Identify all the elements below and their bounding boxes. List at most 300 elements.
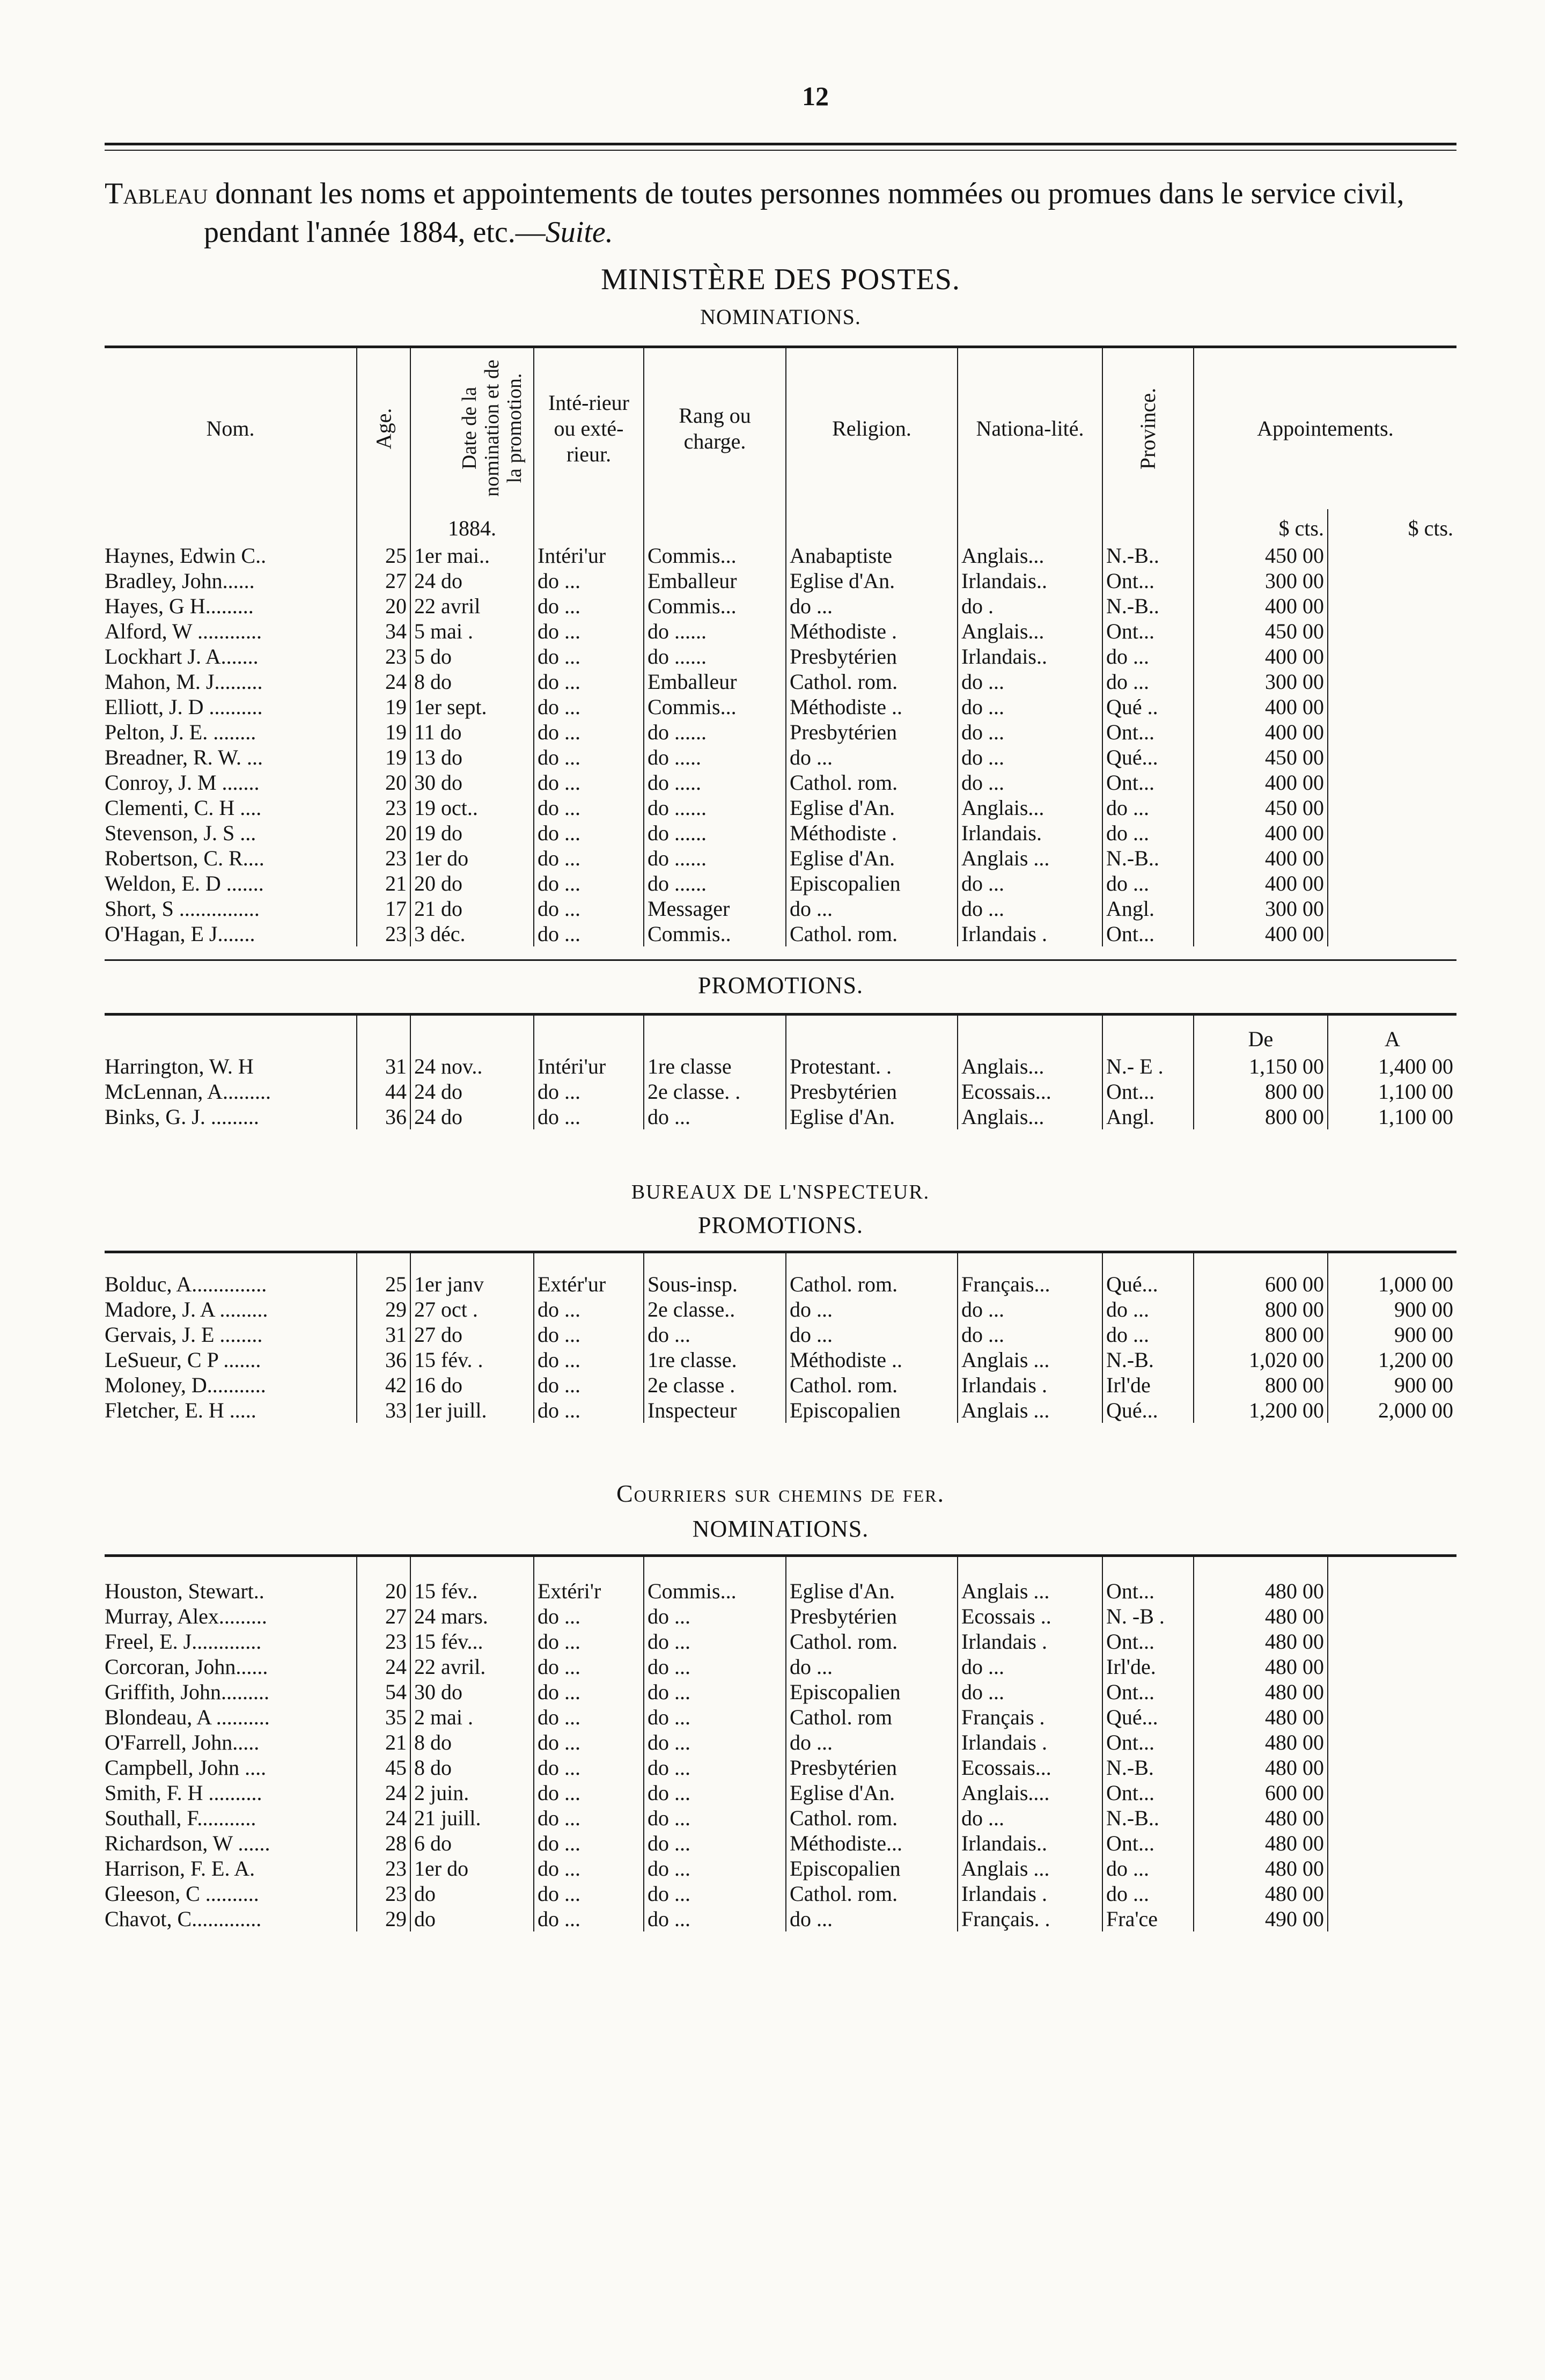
cell-rang: do ... bbox=[644, 1604, 786, 1629]
cell-age: 29 bbox=[357, 1297, 410, 1322]
cell-rang: do ... bbox=[644, 1780, 786, 1805]
cell-nationalite: Anglais... bbox=[958, 619, 1102, 644]
cell-nationalite: Anglais... bbox=[958, 795, 1102, 820]
table-row bbox=[105, 1372, 1456, 1398]
cell-amount-1: 450 00 bbox=[1194, 745, 1328, 770]
table-row bbox=[105, 1079, 1456, 1104]
cell-religion: Cathol. rom. bbox=[786, 1629, 958, 1654]
cell-religion: Eglise d'An. bbox=[786, 1780, 958, 1805]
cell-age: 23 bbox=[357, 1629, 410, 1654]
cell-nationalite: do ... bbox=[958, 770, 1102, 795]
cell-interieur: do ... bbox=[534, 1780, 644, 1805]
cell-religion: Episcopalien bbox=[786, 1398, 958, 1423]
cell-date: do bbox=[410, 1881, 534, 1906]
cell-interieur: Intéri'ur bbox=[534, 1054, 644, 1079]
cell-name: Gervais, J. E ........ bbox=[105, 1323, 263, 1347]
cell-rang: do ... bbox=[644, 1805, 786, 1831]
cell-name: LeSueur, C P ....... bbox=[105, 1348, 261, 1372]
cell-religion: Eglise d'An. bbox=[786, 1578, 958, 1604]
cell-province: Angl. bbox=[1102, 1104, 1194, 1129]
cell-date: 15 fév.. bbox=[410, 1578, 534, 1604]
cell-amount-2 bbox=[1328, 1629, 1456, 1654]
cell-rang: do ... bbox=[644, 1730, 786, 1755]
cell-religion: Presbytérien bbox=[786, 1755, 958, 1780]
cell-date: 24 do bbox=[410, 1079, 534, 1104]
cell-interieur: do ... bbox=[534, 1654, 644, 1679]
cell-interieur: do ... bbox=[534, 1347, 644, 1372]
main-table bbox=[105, 346, 1456, 946]
cell-nationalite: Irlandais . bbox=[958, 1372, 1102, 1398]
cell-province: Fra'ce bbox=[1102, 1906, 1194, 1931]
cell-name: Short, S ............... bbox=[105, 897, 260, 921]
cell-rang: do ...... bbox=[644, 644, 786, 669]
cell-religion: Méthodiste .. bbox=[786, 1347, 958, 1372]
cell-interieur: Extér'ur bbox=[534, 1272, 644, 1297]
cell-name: Madore, J. A ......... bbox=[105, 1297, 268, 1321]
cell-nationalite: do ... bbox=[958, 1654, 1102, 1679]
cell-rang: Commis... bbox=[644, 593, 786, 619]
cell-amount-1: 480 00 bbox=[1194, 1881, 1328, 1906]
cell-religion: Eglise d'An. bbox=[786, 846, 958, 871]
cell-date: 2 mai . bbox=[410, 1705, 534, 1730]
cell-name: Fletcher, E. H ..... bbox=[105, 1398, 256, 1422]
cell-amount-1: 480 00 bbox=[1194, 1654, 1328, 1679]
cell-amount-1: 400 00 bbox=[1194, 694, 1328, 719]
cell-province: do ... bbox=[1102, 1322, 1194, 1347]
cell-amount-2 bbox=[1328, 846, 1456, 871]
header-appointements: Appointements. bbox=[1194, 347, 1456, 510]
cell-age: 23 bbox=[357, 644, 410, 669]
cell-date: 1er janv bbox=[410, 1272, 534, 1297]
cell-religion: Méthodiste . bbox=[786, 820, 958, 846]
cell-amount-1: 600 00 bbox=[1194, 1272, 1328, 1297]
header-nationalite: Nationa-lité. bbox=[958, 347, 1102, 510]
cell-interieur: do ... bbox=[534, 1629, 644, 1654]
cell-rang: do ...... bbox=[644, 619, 786, 644]
cell-rang: do ...... bbox=[644, 846, 786, 871]
title-suite: Suite. bbox=[545, 216, 613, 249]
cell-amount-2 bbox=[1328, 568, 1456, 593]
section-heading-nominations: NOMINATIONS. bbox=[700, 305, 861, 329]
cell-religion: Méthodiste . bbox=[786, 619, 958, 644]
cell-interieur: do ... bbox=[534, 644, 644, 669]
cell-amount-2: 1,100 00 bbox=[1328, 1079, 1456, 1104]
cell-religion: Episcopalien bbox=[786, 1856, 958, 1881]
cell-rang: do ... bbox=[644, 1856, 786, 1881]
cell-nationalite: Irlandais. bbox=[958, 820, 1102, 846]
cell-amount-2 bbox=[1328, 1705, 1456, 1730]
cell-religion: Cathol. rom. bbox=[786, 669, 958, 694]
cell-date: 30 do bbox=[410, 770, 534, 795]
cell-rang: do ... bbox=[644, 1881, 786, 1906]
cell-amount-2: 900 00 bbox=[1328, 1297, 1456, 1322]
cell-religion: do ... bbox=[786, 1297, 958, 1322]
table-row bbox=[105, 1906, 1456, 1931]
table-row bbox=[105, 1730, 1456, 1755]
cell-nationalite: do ... bbox=[958, 669, 1102, 694]
cell-province: do ... bbox=[1102, 1856, 1194, 1881]
cell-age: 24 bbox=[357, 1654, 410, 1679]
cell-amount-1: 480 00 bbox=[1194, 1730, 1328, 1755]
cell-province: do ... bbox=[1102, 669, 1194, 694]
cell-age: 19 bbox=[357, 694, 410, 719]
cell-date: 22 avril. bbox=[410, 1654, 534, 1679]
document-page bbox=[105, 80, 1456, 1931]
cell-religion: Cathol. rom bbox=[786, 1705, 958, 1730]
table-row bbox=[105, 1856, 1456, 1881]
bureaux-rows bbox=[105, 1272, 1456, 1423]
bureaux-table bbox=[105, 1251, 1456, 1423]
cell-name: Freel, E. J............. bbox=[105, 1629, 262, 1654]
cell-name: Hayes, G H......... bbox=[105, 594, 254, 618]
section-heading-bureaux: BUREAUX DE L'NSPECTEUR. bbox=[631, 1181, 930, 1203]
cell-date: 24 mars. bbox=[410, 1604, 534, 1629]
cell-date: 5 do bbox=[410, 644, 534, 669]
cell-amount-1: 800 00 bbox=[1194, 1322, 1328, 1347]
cell-amount-1: 400 00 bbox=[1194, 846, 1328, 871]
table-row bbox=[105, 1831, 1456, 1856]
cell-nationalite: do ... bbox=[958, 871, 1102, 896]
cell-name: Moloney, D........... bbox=[105, 1373, 266, 1397]
cell-date: 11 do bbox=[410, 719, 534, 745]
cell-age: 20 bbox=[357, 770, 410, 795]
cell-amount-1: 300 00 bbox=[1194, 568, 1328, 593]
cell-name: Elliott, J. D .......... bbox=[105, 695, 263, 719]
cell-amount-1: 450 00 bbox=[1194, 619, 1328, 644]
cell-nationalite: Anglais ... bbox=[958, 846, 1102, 871]
cell-nationalite: Irlandais . bbox=[958, 921, 1102, 946]
cell-rang: 1re classe bbox=[644, 1054, 786, 1079]
cell-nationalite: Français. . bbox=[958, 1906, 1102, 1931]
cell-name: McLennan, A......... bbox=[105, 1079, 271, 1104]
cell-name: Breadner, R. W. ... bbox=[105, 745, 263, 769]
cell-age: 33 bbox=[357, 1398, 410, 1423]
cell-amount-2 bbox=[1328, 1805, 1456, 1831]
cell-amount-2 bbox=[1328, 1578, 1456, 1604]
table-row bbox=[105, 770, 1456, 795]
table-row bbox=[105, 1578, 1456, 1604]
cell-nationalite: Irlandais . bbox=[958, 1629, 1102, 1654]
cell-nationalite: Anglais... bbox=[958, 543, 1102, 568]
cell-name: Conroy, J. M ....... bbox=[105, 770, 260, 795]
cell-amount-1: 480 00 bbox=[1194, 1856, 1328, 1881]
table-row bbox=[105, 846, 1456, 871]
cell-rang: Commis.. bbox=[644, 921, 786, 946]
cell-name: Harrington, W. H bbox=[105, 1054, 254, 1078]
cell-name: Campbell, John .... bbox=[105, 1755, 267, 1780]
table-row bbox=[105, 1054, 1456, 1079]
cell-interieur: do ... bbox=[534, 1831, 644, 1856]
nominations-rows bbox=[105, 543, 1456, 946]
cell-amount-2: 2,000 00 bbox=[1328, 1398, 1456, 1423]
cell-interieur: do ... bbox=[534, 871, 644, 896]
cell-interieur: do ... bbox=[534, 694, 644, 719]
unit-dollars-2: $ cts. bbox=[1328, 509, 1456, 543]
cell-nationalite: Ecossais .. bbox=[958, 1604, 1102, 1629]
cell-date: 19 do bbox=[410, 820, 534, 846]
cell-date: 8 do bbox=[410, 1755, 534, 1780]
cell-amount-1: 300 00 bbox=[1194, 669, 1328, 694]
cell-name: Haynes, Edwin C.. bbox=[105, 543, 267, 568]
cell-name: Clementi, C. H .... bbox=[105, 796, 262, 820]
cell-interieur: do ... bbox=[534, 770, 644, 795]
cell-date: 16 do bbox=[410, 1372, 534, 1398]
cell-interieur: do ... bbox=[534, 593, 644, 619]
courriers-rows bbox=[105, 1578, 1456, 1931]
cell-nationalite: do ... bbox=[958, 896, 1102, 921]
cell-name: Richardson, W ...... bbox=[105, 1831, 270, 1855]
cell-interieur: do ... bbox=[534, 1730, 644, 1755]
double-rule bbox=[105, 143, 1456, 151]
cell-nationalite: Irlandais.. bbox=[958, 1831, 1102, 1856]
cell-province: do ... bbox=[1102, 820, 1194, 846]
cell-amount-2 bbox=[1328, 921, 1456, 946]
cell-interieur: do ... bbox=[534, 1856, 644, 1881]
cell-religion: Presbytérien bbox=[786, 1079, 958, 1104]
cell-nationalite: Irlandais . bbox=[958, 1730, 1102, 1755]
promotions-rows bbox=[105, 1054, 1456, 1129]
cell-amount-2 bbox=[1328, 896, 1456, 921]
cell-interieur: do ... bbox=[534, 1104, 644, 1129]
cell-amount-1: 450 00 bbox=[1194, 795, 1328, 820]
cell-province: Qué... bbox=[1102, 1705, 1194, 1730]
cell-nationalite: Anglais... bbox=[958, 1054, 1102, 1079]
cell-province: Ont... bbox=[1102, 719, 1194, 745]
cell-province: N.-B. bbox=[1102, 1347, 1194, 1372]
title-text: donnant les noms et appointements de toutes personnes nommées ou promues dans le service civil, pendant l'année 1884, etc.— bbox=[204, 177, 1404, 249]
table-row bbox=[105, 694, 1456, 719]
cell-nationalite: Irlandais.. bbox=[958, 568, 1102, 593]
cell-religion: Cathol. rom. bbox=[786, 1372, 958, 1398]
cell-age: 21 bbox=[357, 871, 410, 896]
cell-province: Ont... bbox=[1102, 1679, 1194, 1705]
cell-age: 54 bbox=[357, 1679, 410, 1705]
cell-date: 1er sept. bbox=[410, 694, 534, 719]
header-age: Age. bbox=[357, 347, 410, 510]
cell-age: 36 bbox=[357, 1347, 410, 1372]
cell-name: Smith, F. H .......... bbox=[105, 1781, 262, 1805]
cell-rang: Emballeur bbox=[644, 669, 786, 694]
cell-age: 27 bbox=[357, 1604, 410, 1629]
cell-religion: Cathol. rom. bbox=[786, 1272, 958, 1297]
cell-interieur: do ... bbox=[534, 568, 644, 593]
cell-religion: do ... bbox=[786, 896, 958, 921]
cell-amount-1: 480 00 bbox=[1194, 1578, 1328, 1604]
cell-interieur: do ... bbox=[534, 1079, 644, 1104]
cell-province: Irl'de bbox=[1102, 1372, 1194, 1398]
cell-date: 24 do bbox=[410, 568, 534, 593]
cell-rang: Messager bbox=[644, 896, 786, 921]
header-date: Date de la nomination et de la promotion. bbox=[410, 347, 534, 510]
cell-amount-1: 800 00 bbox=[1194, 1297, 1328, 1322]
cell-age: 19 bbox=[357, 719, 410, 745]
cell-interieur: do ... bbox=[534, 1322, 644, 1347]
cell-province: Irl'de. bbox=[1102, 1654, 1194, 1679]
cell-name: Binks, G. J. ......... bbox=[105, 1105, 259, 1129]
cell-interieur: do ... bbox=[534, 1881, 644, 1906]
table-row bbox=[105, 1272, 1456, 1297]
cell-religion: Eglise d'An. bbox=[786, 1104, 958, 1129]
table-row bbox=[105, 669, 1456, 694]
cell-interieur: do ... bbox=[534, 1372, 644, 1398]
cell-age: 34 bbox=[357, 619, 410, 644]
table-row bbox=[105, 1297, 1456, 1322]
cell-province: Ont... bbox=[1102, 1780, 1194, 1805]
cell-province: do ... bbox=[1102, 1881, 1194, 1906]
cell-amount-1: 800 00 bbox=[1194, 1079, 1328, 1104]
cell-nationalite: do ... bbox=[958, 1805, 1102, 1831]
cell-interieur: do ... bbox=[534, 1755, 644, 1780]
cell-date: 22 avril bbox=[410, 593, 534, 619]
cell-age: 20 bbox=[357, 820, 410, 846]
cell-province: Ont... bbox=[1102, 568, 1194, 593]
cell-province: do ... bbox=[1102, 795, 1194, 820]
cell-amount-1: 480 00 bbox=[1194, 1755, 1328, 1780]
cell-name: Southall, F........... bbox=[105, 1806, 256, 1830]
cell-province: do ... bbox=[1102, 871, 1194, 896]
cell-date: 6 do bbox=[410, 1831, 534, 1856]
cell-name: Bolduc, A.............. bbox=[105, 1272, 267, 1296]
cell-religion: Eglise d'An. bbox=[786, 568, 958, 593]
cell-amount-2: 1,000 00 bbox=[1328, 1272, 1456, 1297]
cell-amount-1: 1,020 00 bbox=[1194, 1347, 1328, 1372]
cell-interieur: do ... bbox=[534, 896, 644, 921]
cell-name: Corcoran, John...... bbox=[105, 1655, 268, 1679]
cell-amount-1: 480 00 bbox=[1194, 1629, 1328, 1654]
table-row bbox=[105, 1881, 1456, 1906]
cell-nationalite: Irlandais.. bbox=[958, 644, 1102, 669]
cell-province: Qué... bbox=[1102, 745, 1194, 770]
cell-amount-2 bbox=[1328, 1881, 1456, 1906]
cell-amount-1: 490 00 bbox=[1194, 1906, 1328, 1931]
cell-name: Weldon, E. D ....... bbox=[105, 871, 264, 895]
cell-age: 20 bbox=[357, 593, 410, 619]
cell-province: N.-B. bbox=[1102, 1755, 1194, 1780]
courriers-table bbox=[105, 1554, 1456, 1931]
cell-interieur: do ... bbox=[534, 669, 644, 694]
table-row bbox=[105, 1679, 1456, 1705]
cell-rang: Commis... bbox=[644, 694, 786, 719]
cell-amount-1: 400 00 bbox=[1194, 593, 1328, 619]
cell-nationalite: Anglais ... bbox=[958, 1578, 1102, 1604]
cell-nationalite: Anglais... bbox=[958, 1104, 1102, 1129]
cell-name: Griffith, John......... bbox=[105, 1680, 270, 1704]
unit-dollars-1: $ cts. bbox=[1194, 509, 1328, 543]
cell-religion: do ... bbox=[786, 745, 958, 770]
cell-interieur: do ... bbox=[534, 1679, 644, 1705]
cell-age: 23 bbox=[357, 795, 410, 820]
cell-religion: Cathol. rom. bbox=[786, 921, 958, 946]
cell-province: Qué .. bbox=[1102, 694, 1194, 719]
table-row bbox=[105, 1805, 1456, 1831]
cell-province: Qué... bbox=[1102, 1272, 1194, 1297]
cell-name: Houston, Stewart.. bbox=[105, 1579, 264, 1603]
cell-amount-2 bbox=[1328, 1906, 1456, 1931]
table-row bbox=[105, 1654, 1456, 1679]
cell-amount-2 bbox=[1328, 543, 1456, 568]
cell-province: do ... bbox=[1102, 1297, 1194, 1322]
cell-amount-2 bbox=[1328, 1755, 1456, 1780]
cell-age: 23 bbox=[357, 1881, 410, 1906]
cell-amount-2 bbox=[1328, 745, 1456, 770]
table-row bbox=[105, 1705, 1456, 1730]
table-row bbox=[105, 1104, 1456, 1129]
cell-rang: Inspecteur bbox=[644, 1398, 786, 1423]
cell-religion: Cathol. rom. bbox=[786, 770, 958, 795]
cell-province: N.-B.. bbox=[1102, 593, 1194, 619]
cell-province: Ont... bbox=[1102, 1831, 1194, 1856]
year-label: 1884. bbox=[410, 509, 534, 543]
cell-age: 24 bbox=[357, 669, 410, 694]
cell-interieur: do ... bbox=[534, 921, 644, 946]
table-row bbox=[105, 1322, 1456, 1347]
table-row bbox=[105, 745, 1456, 770]
cell-rang: do ... bbox=[644, 1629, 786, 1654]
cell-province: Ont... bbox=[1102, 1578, 1194, 1604]
cell-age: 45 bbox=[357, 1755, 410, 1780]
cell-religion: Eglise d'An. bbox=[786, 795, 958, 820]
cell-rang: do ... bbox=[644, 1322, 786, 1347]
cell-nationalite: Anglais ... bbox=[958, 1347, 1102, 1372]
cell-province: Ont... bbox=[1102, 770, 1194, 795]
cell-name: Alford, W ............ bbox=[105, 619, 262, 643]
cell-rang: do ...... bbox=[644, 871, 786, 896]
cell-interieur: do ... bbox=[534, 745, 644, 770]
cell-province: Angl. bbox=[1102, 896, 1194, 921]
cell-religion: do ... bbox=[786, 1906, 958, 1931]
cell-age: 28 bbox=[357, 1831, 410, 1856]
ministry-heading: MINISTÈRE DES POSTES. bbox=[601, 263, 960, 296]
cell-interieur: do ... bbox=[534, 846, 644, 871]
cell-religion: Episcopalien bbox=[786, 1679, 958, 1705]
cell-amount-1: 450 00 bbox=[1194, 543, 1328, 568]
cell-date: 8 do bbox=[410, 1730, 534, 1755]
cell-amount-2 bbox=[1328, 820, 1456, 846]
cell-rang: do ... bbox=[644, 1906, 786, 1931]
cell-amount-2: 1,200 00 bbox=[1328, 1347, 1456, 1372]
cell-amount-1: 400 00 bbox=[1194, 770, 1328, 795]
cell-amount-2 bbox=[1328, 593, 1456, 619]
cell-date: 15 fév. . bbox=[410, 1347, 534, 1372]
cell-interieur: Extéri'r bbox=[534, 1578, 644, 1604]
cell-rang: do ... bbox=[644, 1755, 786, 1780]
cell-province: N.-B.. bbox=[1102, 543, 1194, 568]
cell-nationalite: do ... bbox=[958, 719, 1102, 745]
cell-name: Robertson, C. R.... bbox=[105, 846, 264, 870]
cell-nationalite: do ... bbox=[958, 1297, 1102, 1322]
cell-rang: 1re classe. bbox=[644, 1347, 786, 1372]
cell-age: 19 bbox=[357, 745, 410, 770]
cell-date: 8 do bbox=[410, 669, 534, 694]
cell-date: 1er mai.. bbox=[410, 543, 534, 568]
cell-age: 36 bbox=[357, 1104, 410, 1129]
cell-nationalite: do ... bbox=[958, 694, 1102, 719]
cell-religion: Cathol. rom. bbox=[786, 1881, 958, 1906]
cell-amount-1: 1,200 00 bbox=[1194, 1398, 1328, 1423]
cell-interieur: do ... bbox=[534, 1297, 644, 1322]
cell-amount-2 bbox=[1328, 1730, 1456, 1755]
cell-amount-1: 400 00 bbox=[1194, 921, 1328, 946]
cell-province: N.-B.. bbox=[1102, 846, 1194, 871]
cell-date: 13 do bbox=[410, 745, 534, 770]
cell-amount-1: 300 00 bbox=[1194, 896, 1328, 921]
cell-date: 20 do bbox=[410, 871, 534, 896]
cell-province: Ont... bbox=[1102, 1629, 1194, 1654]
table-row bbox=[105, 719, 1456, 745]
table-row bbox=[105, 644, 1456, 669]
cell-date: 24 do bbox=[410, 1104, 534, 1129]
cell-rang: 2e classe . bbox=[644, 1372, 786, 1398]
